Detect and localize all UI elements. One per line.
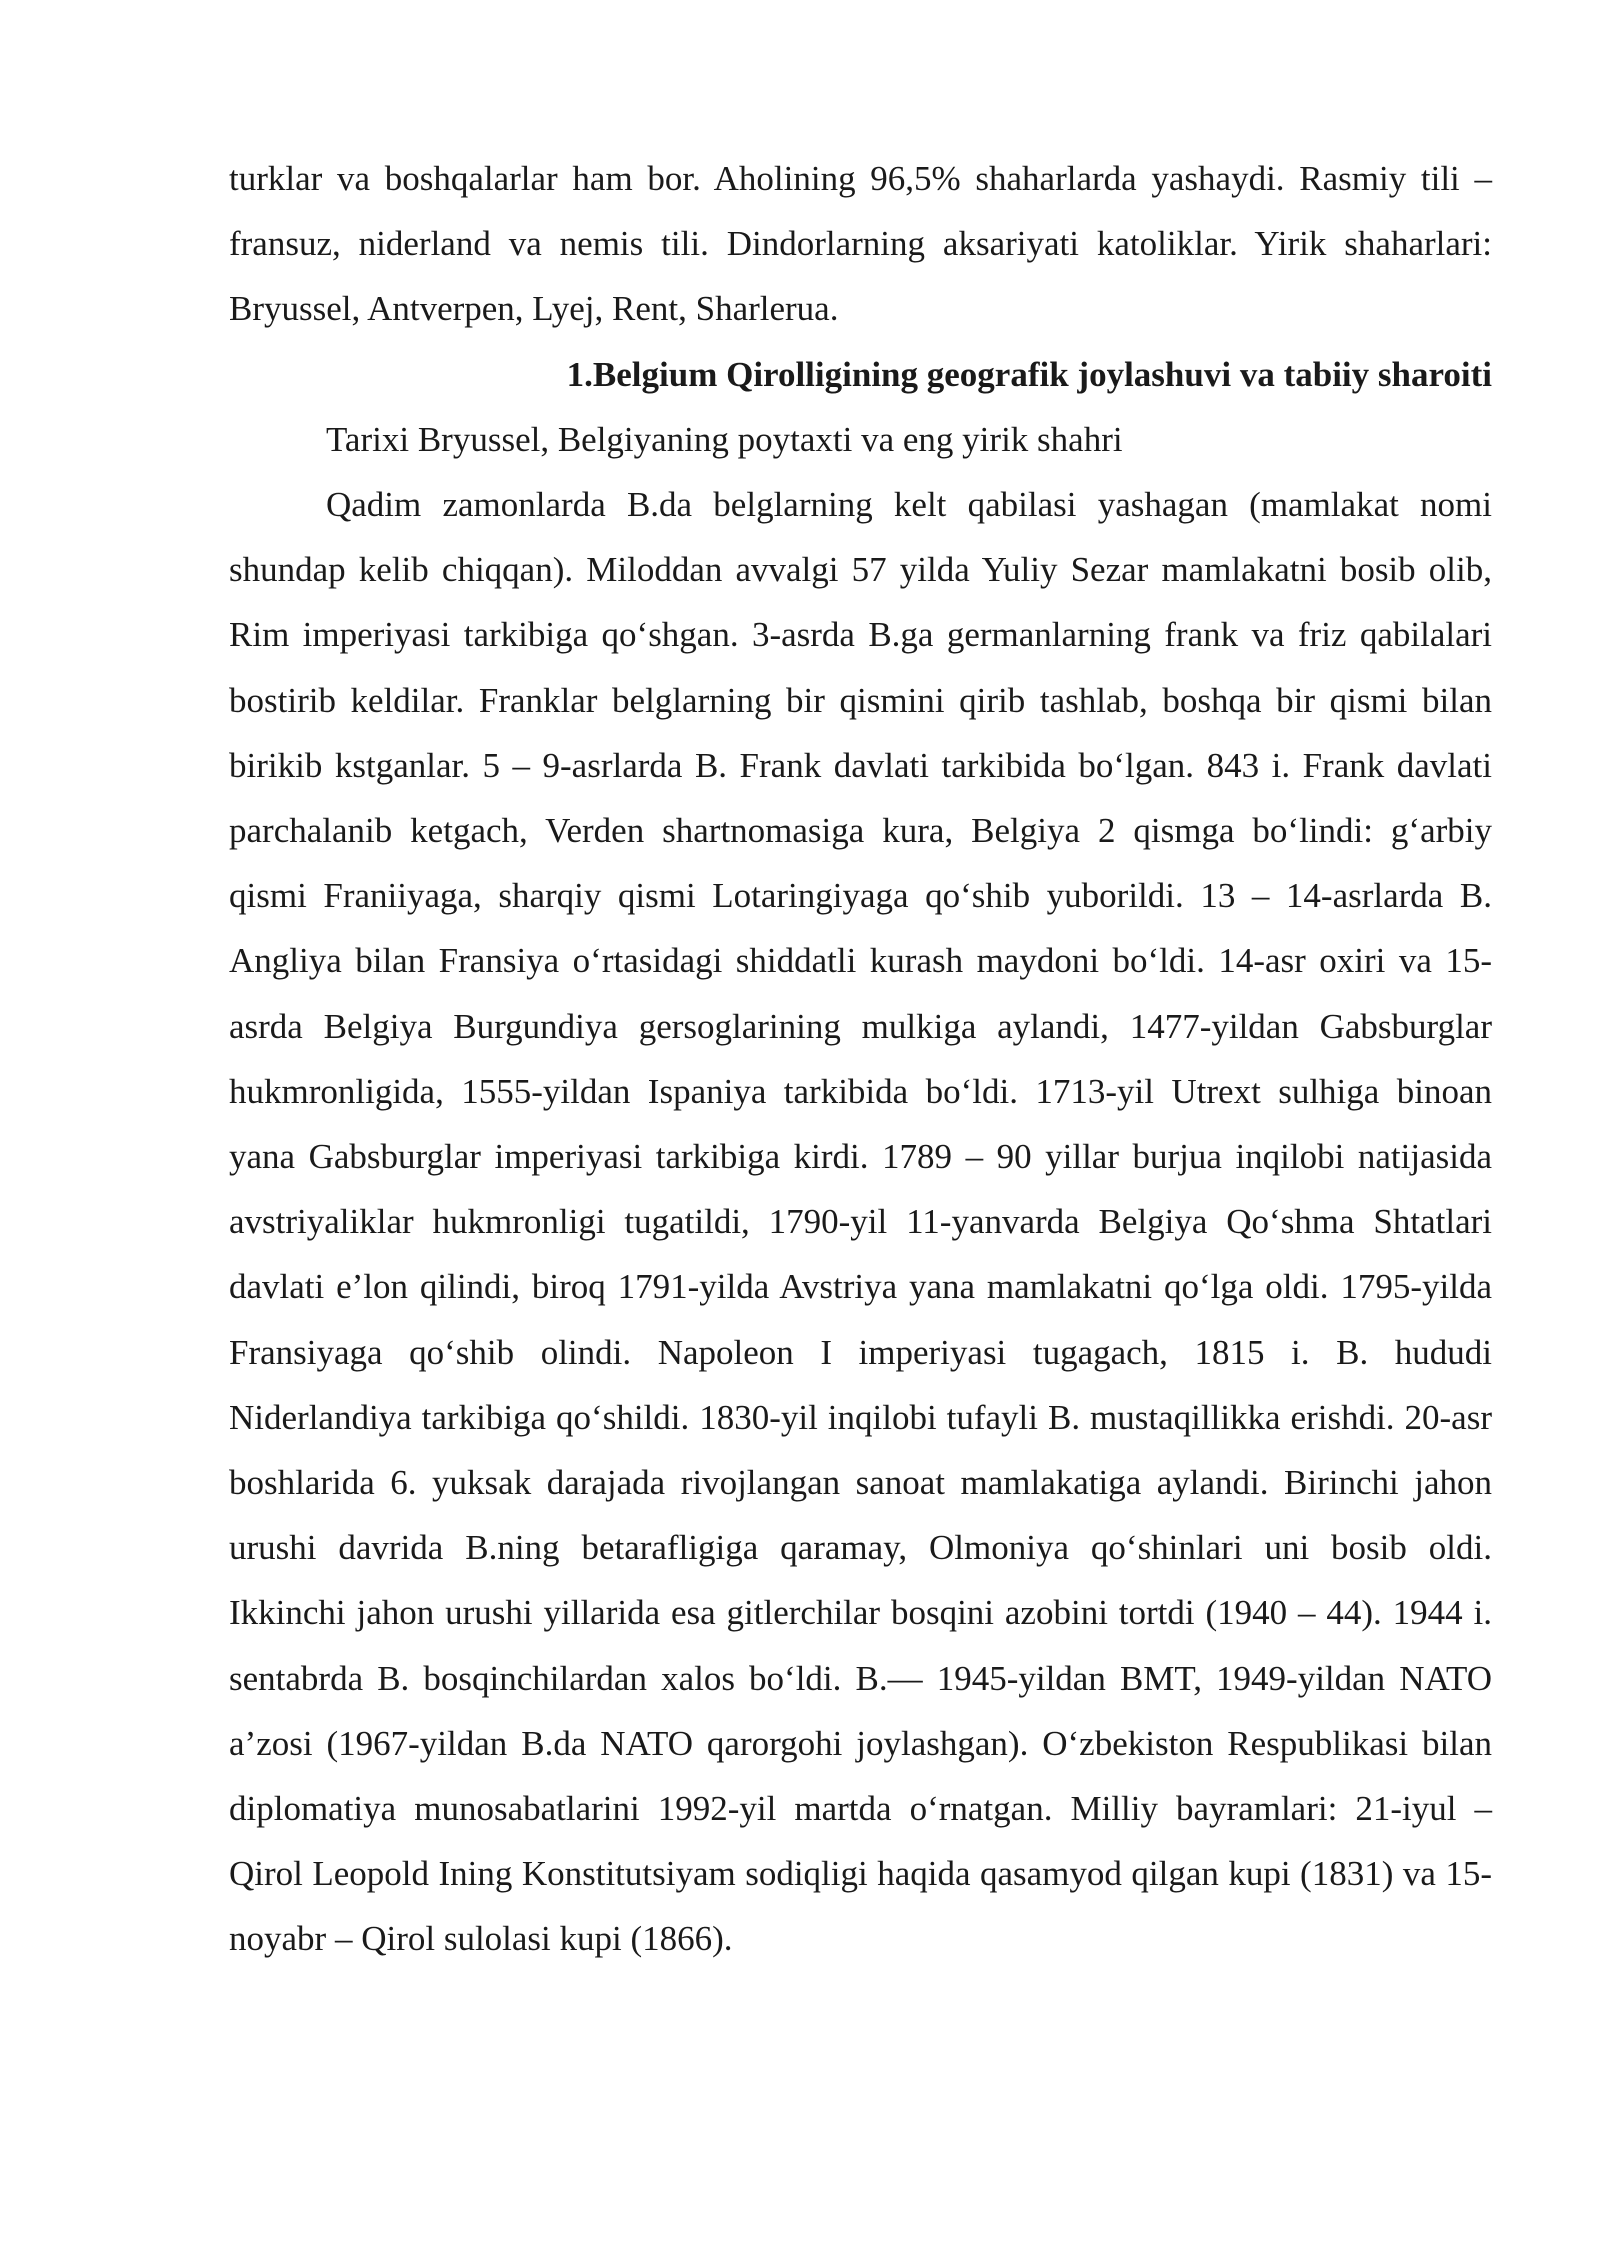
history-paragraph: Qadim zamonlarda B.da belglarning kelt qabilasi yashagan (mamlakat nomi shundap kelib chiqqan). Miloddan avvalgi 57 yilda Yuliy Sezar mamlakatni bosib olib, Rim imperiyasi tarkibiga qo‘shgan. 3-asrda B.ga germanlarning frank va friz qabilalari bostirib keldilar. Franklar belglarning bir qismini qirib tashlab, boshqa bir qismi bilan birikib kstganlar. 5 – 9-asrlarda B. Frank davlati tarkibida bo‘lgan. 843 i. Frank davlati parchalanib ketgach, Verden shartnomasiga kura, Belgiya 2 qismga bo‘lindi: g‘arbiy qismi Franiiyaga, sharqiy qismi Lotaringiyaga qo‘shib yuborildi. 13 – 14-asrlarda B. Angliya bilan Fransiya o‘rtasidagi shiddatli kurash maydoni bo‘ldi. 14-asr oxiri va 15-asrda Belgiya Burgundiya gersoglarining mulkiga aylandi, 1477-yildan Gabsburglar hukmronligida, 1555-yildan Ispaniya tarkibida bo‘ldi. 1713-yil Utrext sulhiga binoan yana Gabsburglar imperiyasi tarkibiga kirdi. 1789 – 90 yillar burjua inqilobi natijasida avstriyaliklar hukmronligi tugatildi, 1790-yil 11-yanvarda Belgiya Qo‘shma Shtatlari davlati e’lon qilindi, biroq 1791-yilda Avstriya yana mamlakatni qo‘lga oldi. 1795-yilda Fransiyaga qo‘shib olindi. Napoleon I imperiyasi tugagach, 1815 i. B. hududi Niderlandiya tarkibiga qo‘shildi. 1830-yil inqilobi tufayli B. mustaqillikka erishdi. 20-asr boshlarida 6. yuksak darajada rivojlangan sanoat mamlakatiga aylandi. Birinchi jahon urushi davrida B.ning betarafligiga qaramay, Olmoniya qo‘shinlari uni bosib oldi. Ikkinchi jahon urushi yillarida esa gitlerchilar bosqini azobini tortdi (1940 – 44). 1944 i. sentabrda B. bosqinchilardan xalos bo‘ldi. B.— 1945-yildan BMT, 1949-yildan NATO a’zosi (1967-yildan B.da NATO qarorgohi joylashgan). O‘zbekiston Respublikasi bilan diplomatiya munosabatlarini 1992-yil martda o‘rnatgan. Milliy bayramlari: 21-iyul – Qirol Leopold Ining Konstitutsiyam sodiqligi haqida qasamyod qilgan kupi (1831) va 15-noyabr – Qirol sulolasi kupi (1866). — [229, 485, 1492, 1959]
subheading-paragraph: Tarixi Bryussel, Belgiyaning poytaxti va eng yirik shahri — [326, 419, 1123, 459]
section-heading: 1.Belgium Qirolligining geografik joylashuvi va tabiiy sharoiti — [566, 354, 1492, 394]
document-page — [229, 146, 1492, 1972]
intro-paragraph: turklar va boshqalarlar ham bor. Aholining 96,5% shaharlarda yashaydi. Rasmiy tili – fransuz, niderland va nemis tili. Dindorlarning aksariyati katoliklar. Yirik shaharlari: Bryussel, Antverpen, Lyej, Rent, Sharlerua. — [229, 159, 1492, 329]
